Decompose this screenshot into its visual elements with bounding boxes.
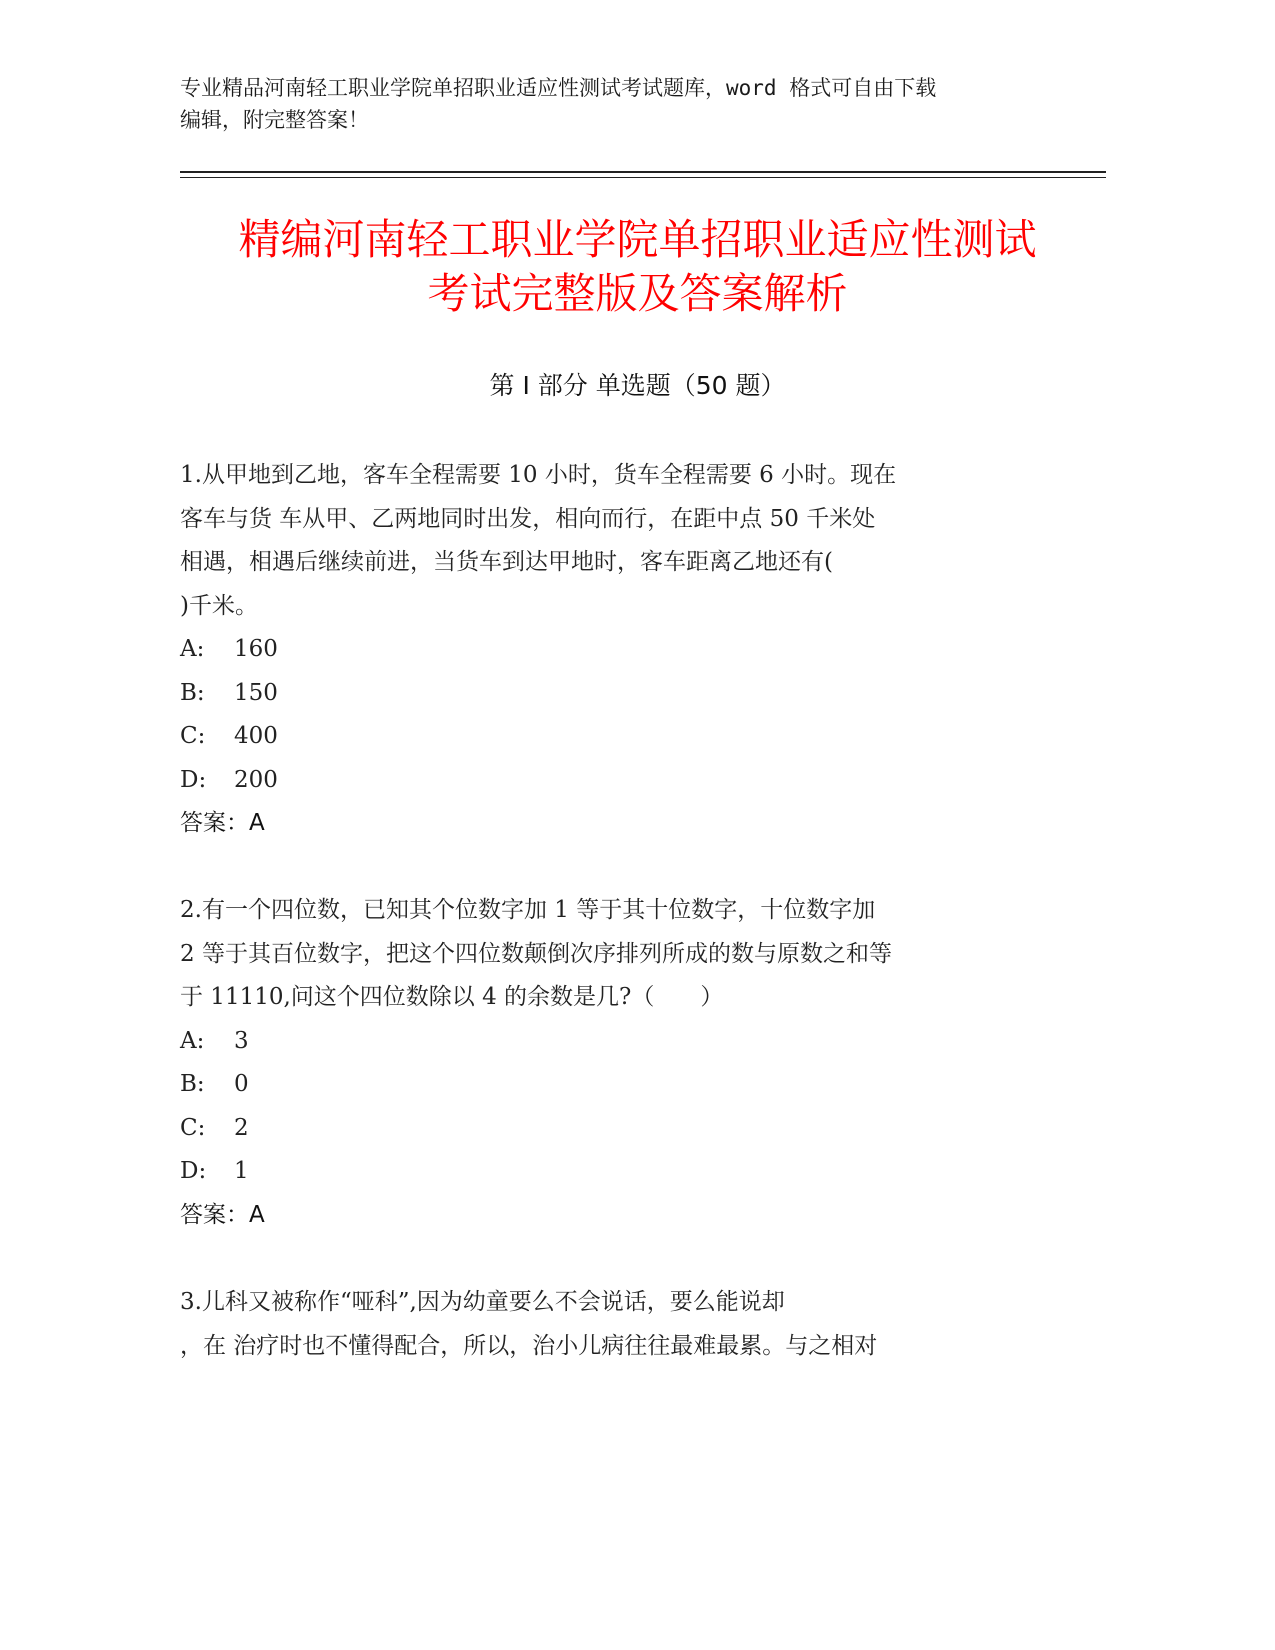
option-text: 200 [234, 766, 278, 793]
option-d [180, 1150, 1060, 1194]
header-note [180, 72, 1060, 136]
question-3 [180, 1281, 1060, 1368]
question-stem [180, 889, 1060, 1020]
question-2 [180, 889, 1060, 1237]
option-c [180, 1107, 1060, 1151]
document-title-line: 考试完整版及答案解析 [427, 269, 848, 318]
header-divider-thick [180, 171, 1106, 173]
option-d [180, 759, 1060, 803]
option-letter: B: [180, 679, 205, 706]
question-stem-line: 1.从甲地到乙地，客车全程需要 10 小时，货车全程需要 6 小时。现在 [180, 462, 897, 488]
question-stem-line: 相遇，相遇后继续前进，当货车到达甲地时，客车距离乙地还有( [180, 549, 833, 575]
question-stem-line: 2 等于其百位数字，把这个四位数颠倒次序排列所成的数与原数之和等 [180, 940, 892, 967]
question-stem [180, 1281, 1060, 1368]
option-letter: C: [180, 1114, 206, 1141]
option-text: 150 [234, 679, 278, 706]
option-c [180, 715, 1060, 759]
option-a [180, 628, 1060, 672]
option-letter: A: [180, 1027, 205, 1054]
option-text: 3 [234, 1027, 249, 1054]
option-text: 0 [234, 1071, 249, 1097]
header-note-line: 编辑，附完整答案！ [180, 108, 369, 132]
option-b [180, 672, 1060, 716]
option-b [180, 1063, 1060, 1107]
option-text: 1 [234, 1158, 249, 1184]
option-text: 400 [234, 723, 278, 749]
option-letter: D: [180, 766, 207, 793]
option-a [180, 1020, 1060, 1064]
answer-line: 答案：A [180, 810, 265, 836]
question-stem [180, 454, 1060, 628]
question-stem-line: )千米。 [180, 592, 258, 619]
option-letter: A: [180, 636, 205, 662]
header-note-line: 专业精品河南轻工职业学院单招职业适应性测试考试题库，word 格式可自由下载 [180, 76, 937, 100]
question-stem-line: 2.有一个四位数，已知其个位数字加 1 等于其十位数字，十位数字加 [180, 897, 876, 923]
document-title [140, 213, 1135, 321]
option-letter: D: [180, 1158, 207, 1184]
question-stem-line: ，在 治疗时也不懂得配合，所以，治小儿病往往最难最累。与之相对 [180, 1332, 878, 1359]
question-1 [180, 454, 1060, 846]
question-stem-line: 3.儿科又被称作“哑科”,因为幼童要么不会说话，要么能说却 [180, 1289, 785, 1315]
answer-line: 答案：A [180, 1201, 265, 1228]
section-heading: 第 I 部分 单选题（50 题） [489, 371, 786, 400]
question-stem-line: 于 11110,问这个四位数除以 4 的余数是几?（ ） [180, 984, 724, 1010]
header-divider-thin [180, 177, 1106, 178]
question-stem-line: 客车与货 车从甲、乙两地同时出发，相向而行，在距中点 50 千米处 [180, 505, 876, 532]
option-text: 2 [234, 1114, 249, 1141]
option-letter: C: [180, 723, 206, 749]
option-text: 160 [234, 636, 278, 662]
option-letter: B: [180, 1071, 205, 1097]
document-title-line: 精编河南轻工职业学院单招职业适应性测试 [238, 215, 1037, 264]
